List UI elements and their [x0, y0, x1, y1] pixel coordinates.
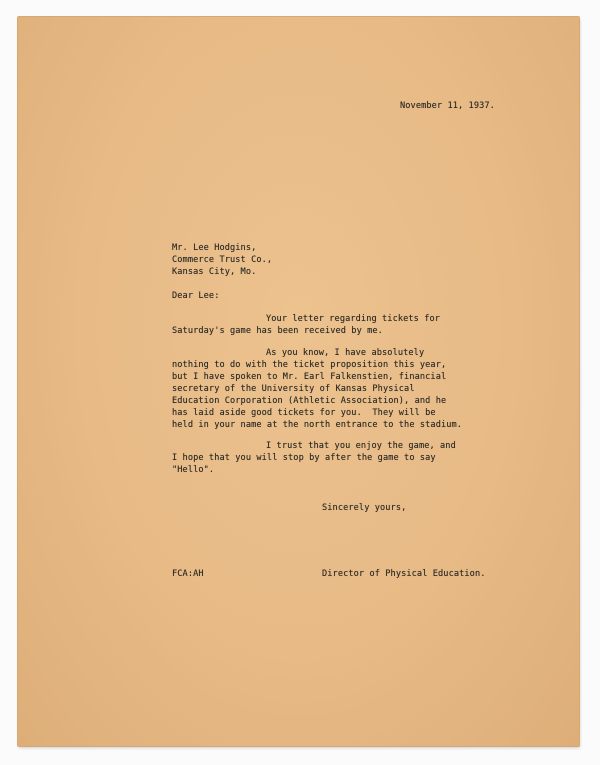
- paragraph-line: has laid aside good tickets for you. They will be: [172, 408, 436, 418]
- recipient-company: Commerce Trust Co.,: [172, 255, 273, 265]
- letter-date: November 11, 1937.: [400, 101, 495, 111]
- paragraph-line: I hope that you will stop by after the game to say: [172, 453, 436, 463]
- paragraph-line: As you know, I have absolutely: [266, 348, 425, 358]
- closing: Sincerely yours,: [322, 503, 407, 513]
- paragraph-line: secretary of the University of Kansas Physical: [172, 384, 415, 394]
- paragraph-line: Saturday's game has been received by me.: [172, 326, 383, 336]
- paragraph-line: held in your name at the north entrance to the stadium.: [172, 420, 463, 430]
- paragraph-line: "Hello".: [172, 465, 215, 475]
- recipient-city: Kansas City, Mo.: [172, 267, 257, 277]
- paragraph-line: but I have spoken to Mr. Earl Falkenstien, financial: [172, 372, 447, 382]
- salutation: Dear Lee:: [172, 291, 220, 301]
- recipient-name: Mr. Lee Hodgins,: [172, 243, 257, 253]
- paragraph-line: Education Corporation (Athletic Association), and he: [172, 396, 447, 406]
- paragraph-line: I trust that you enjoy the game, and: [266, 441, 456, 451]
- signature-title: Director of Physical Education.: [322, 569, 486, 579]
- paragraph-line: nothing to do with the ticket proposition this year,: [172, 360, 447, 370]
- typist-initials: FCA:AH: [172, 569, 204, 579]
- paragraph-line: Your letter regarding tickets for: [266, 314, 441, 324]
